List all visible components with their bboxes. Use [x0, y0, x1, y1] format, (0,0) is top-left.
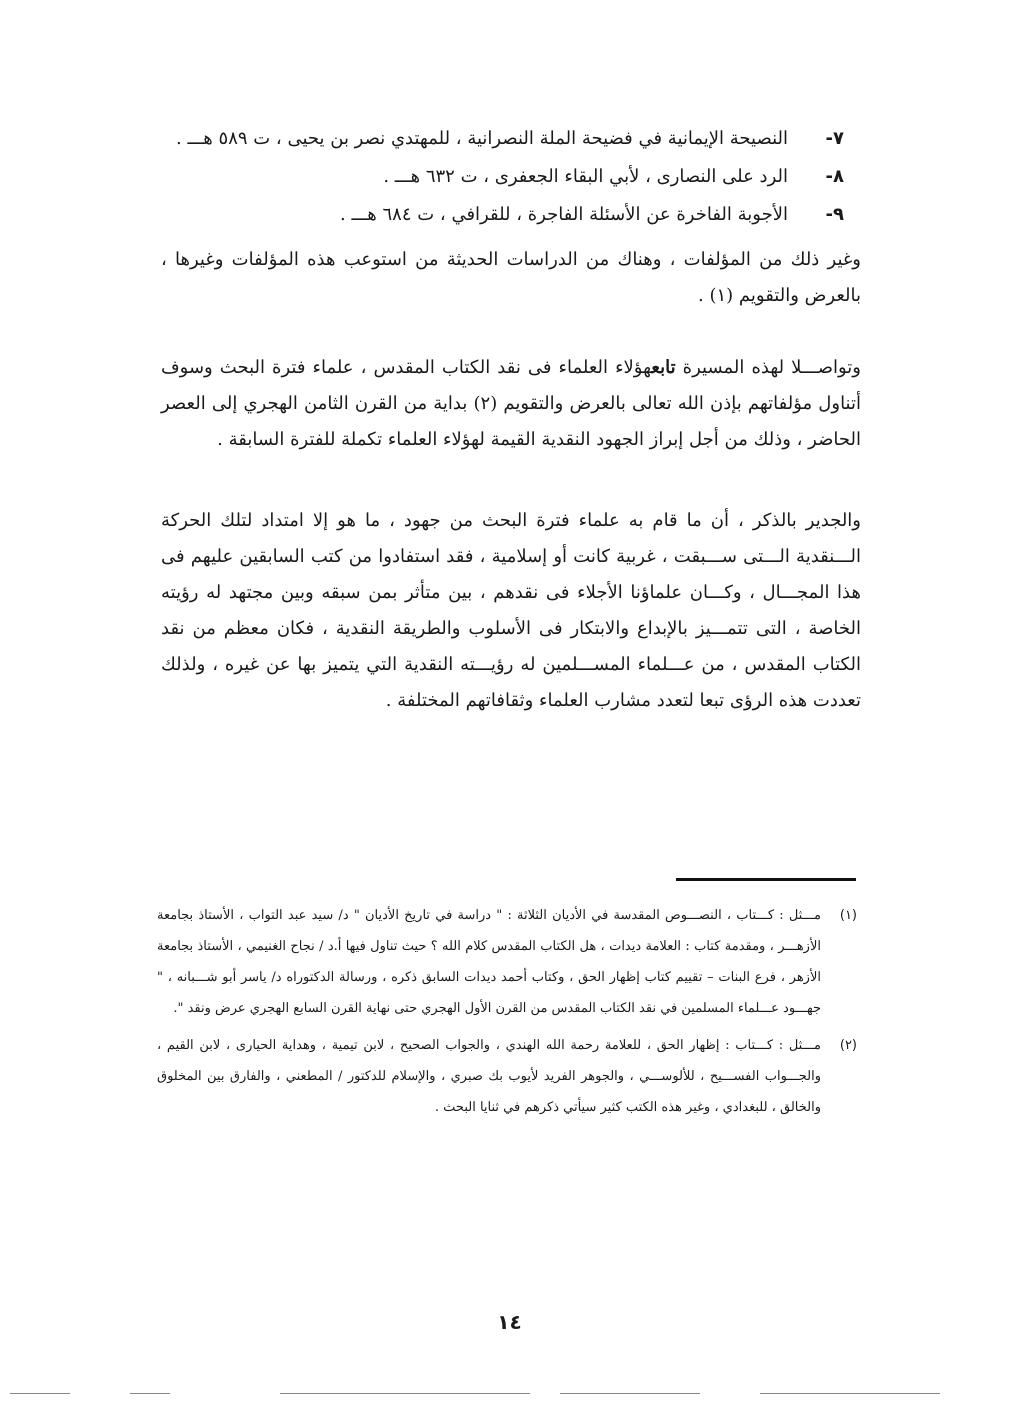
bold-word: تابع: [651, 357, 676, 378]
footnote-marker: (١): [839, 908, 857, 923]
footnotes: [157, 900, 857, 1129]
paragraph-noteworthy: والجدير بالذكر ، أن ما قام به علماء فترة البحث من جهود ، ما هو إلا امتداد لتلك الحركة الـــنقدية الـــتى ســـبقت ، غربية كانت أو إسلامية ، فقد استفادوا من كتب السابقين عليهم فى هذا المجـــال ، وكـــان علماؤنا الأجلاء فى نقدهم ، بين متأثر بمن سبقه وبين مجتهد له رؤيته الخاصة ، التى تتمـــيز بالإبداع والابتكار فى الأسلوب والطريقة النقدية ، فكان معظم من نقد الكتاب المقدس ، من عـــلماء المســـلمين له رؤيـــته النقدية التي يتميز بها عن غيره ، ولذلك تعددت هذه الرؤى تبعا لتعدد مشارب العلماء وثقافاتهم المختلفة .: [161, 510, 861, 711]
list-item: [164, 158, 844, 196]
list-item-text: الرد على النصارى ، لأبي البقاء الجعفرى ، ت ٦٣٢ هـــ .: [383, 166, 788, 187]
scan-edge-line: [560, 1393, 700, 1394]
list-item-text: الأجوبة الفاخرة عن الأسئلة الفاجرة ، للقرافي ، ت ٦٨٤ هـــ .: [340, 204, 788, 225]
list-item-number: ٩-: [825, 204, 844, 225]
footnote: [157, 1030, 857, 1123]
paragraph-continuation-start: وتواصـــلا لهذه المسيرة: [675, 357, 861, 378]
scan-edge-line: [130, 1393, 170, 1394]
paragraph-continuation-rest: هؤلاء العلماء فى نقد الكتاب المقدس ، علماء فترة البحث وسوف أتناول مؤلفاتهم بإذن الله تعالى بالعرض والتقويم (٢) بداية من القرن الثامن الهجري إلى العصر الحاضر ، وذلك من أجل إبراز الجهود النقدية القيمة لهؤلاء العلماء تكملة للفترة السابقة .: [161, 357, 861, 450]
footnote: [157, 900, 857, 1024]
list-item: [164, 196, 844, 234]
book-list: [164, 120, 844, 234]
list-item: [164, 120, 844, 158]
paragraph-continuation: [161, 350, 861, 458]
paragraph-other-works: وغير ذلك من المؤلفات ، وهناك من الدراسات الحديثة من استوعب هذه المؤلفات وغيرها ، بالعرض والتقويم (١) .: [161, 249, 861, 306]
scan-edge-line: [760, 1393, 940, 1394]
footnote-separator: [676, 878, 856, 881]
list-item-number: ٧-: [825, 128, 844, 149]
footnote-marker: (٢): [839, 1038, 857, 1053]
footnote-text: مـــثل : كـــتاب ، النصـــوص المقدسة في الأديان الثلاثة : " دراسة في تاريخ الأديان " د/ سيد عبد التواب ، الأستاذ بجامعة الأزهـــر ، ومقدمة كتاب : العلامة ديدات ، هل الكتاب المقدس كلام الله ؟ حيث تناول فيها أ.د / نجاح الغنيمي ، الأستاذ بجامعة الأزهر ، فرع البنات – تقييم كتاب إظهار الحق ، وكتاب أحمد ديدات السابق ذكره ، ورسالة الدكتوراه د/ ياسر أبو شـــبانه ، " جهـــود عـــلماء المسلمين في نقد الكتاب المقدس من القرن الأول الهجري حتى نهاية القرن السابع الهجري عرض ونقد ".: [157, 908, 821, 1016]
page-number: ١٤: [497, 1310, 522, 1334]
scan-edge-line: [10, 1393, 70, 1394]
list-item-number: ٨-: [825, 166, 844, 187]
list-item-text: النصيحة الإيمانية في فضيحة الملة النصرانية ، للمهتدي نصر بن يحيى ، ت ٥٨٩ هـــ .: [176, 128, 788, 149]
footnote-text: مـــثل : كـــتاب : إظهار الحق ، للعلامة رحمة الله الهندي ، والجواب الصحيح ، لابن تيمية ، وهداية الحيارى ، لابن القيم ، والجـــواب الفســـيح ، للألوســـي ، والجوهر الفريد لأيوب بك صبري ، والإسلام للدكتور / المطعني ، والفارق بين المخلوق والخالق ، للبغدادي ، وغير هذه الكتب كثير سيأتي ذكرهم في ثنايا البحث .: [157, 1038, 821, 1115]
scan-edge-line: [280, 1393, 530, 1394]
